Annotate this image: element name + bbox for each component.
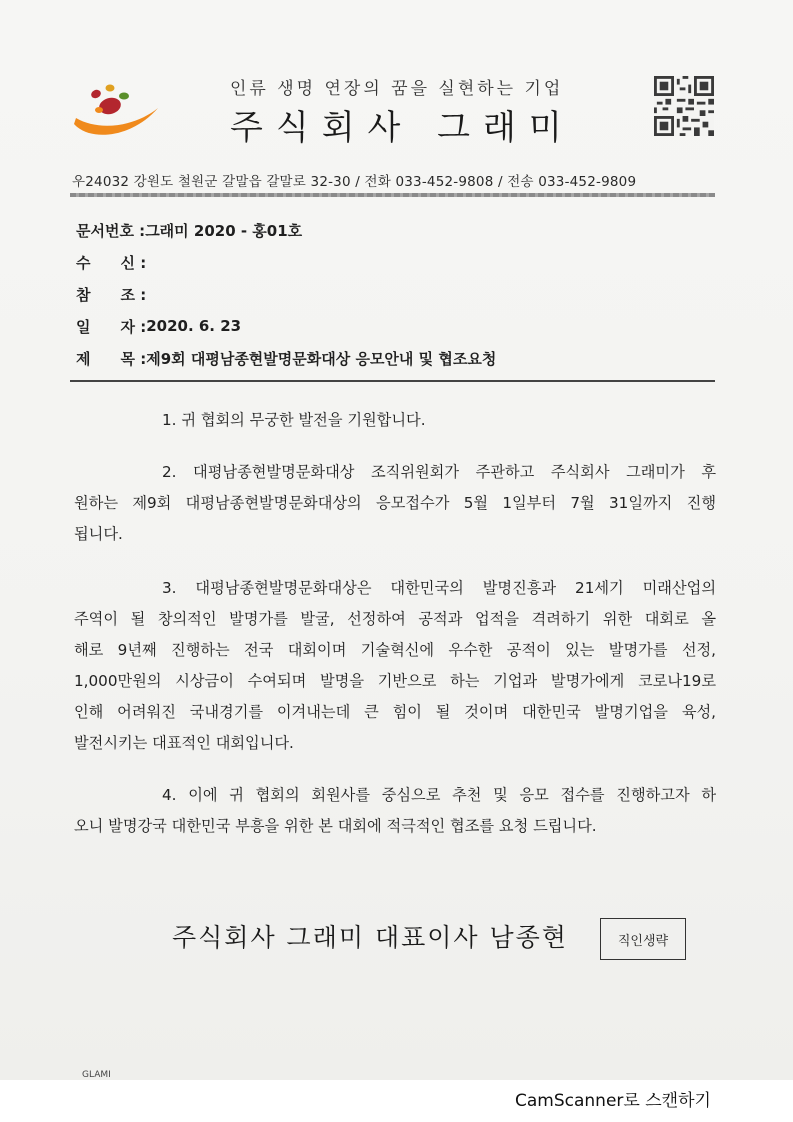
reference-label: 참 조 :	[76, 285, 147, 304]
footer-code: GLAMI	[82, 1070, 111, 1080]
document-subject: 제9회 대평남종현발명문화대상 응모안내 및 협조요청	[146, 349, 497, 368]
meta-divider	[70, 380, 715, 382]
seal-omitted-label: 직인생략	[617, 933, 669, 949]
paragraph-1	[74, 405, 716, 436]
paragraph-3-line: 3. 대평남종현발명문화대상은 대한민국의 발명진흥과 21세기 미래산업의	[162, 579, 716, 597]
company-address: 우24032 강원도 철원군 갈말읍 갈말로 32-30 / 전화 033-452-9808 / 전송 033-452-9809	[72, 174, 637, 190]
paragraph-2-line: 원하는 제9회 대평남종현발명문화대상의 응모접수가 5월 1일부터 7월 31일까지 진행	[74, 494, 716, 512]
company-name: 주식회사 그래미	[230, 108, 575, 148]
paragraph-3-line: 인해 어려워진 국내경기를 이겨내는데 큰 힘이 될 것이며 대한민국 발명기업을 육성,	[74, 703, 716, 721]
recipient-row	[76, 246, 496, 278]
company-logo	[70, 72, 160, 142]
doc-number: 그래미 2020 - 홍01호	[145, 221, 303, 240]
date-label: 일 자 :	[76, 317, 147, 336]
company-slogan: 인류 생명 연장의 꿈을 실현하는 기업	[230, 79, 564, 99]
date-row	[76, 310, 496, 342]
qr-code-icon	[654, 76, 714, 136]
document-meta	[76, 214, 496, 374]
paragraph-2-line: 2. 대평남종현발명문화대상 조직위원회가 주관하고 주식회사 그래미가 후	[162, 463, 716, 481]
paragraph-3-line: 해로 9년째 진행하는 전국 대회이며 기술혁신에 우수한 공적이 있는 발명가를 선정,	[74, 641, 716, 659]
paragraph-3-line: 1,000만원의 시상금이 수여되며 발명을 기반으로 하는 기업과 발명가에게 코로나19로	[74, 672, 716, 690]
paragraph-4	[74, 780, 716, 842]
paragraph-3-line: 주역이 될 창의적인 발명가를 발굴, 선정하여 공적과 업적을 격려하기 위한 대회로 올	[74, 610, 716, 628]
header-divider	[70, 193, 715, 197]
paragraph-4-line: 4. 이에 귀 협회의 회원사를 중심으로 추천 및 응모 접수를 진행하고자 하	[162, 786, 716, 804]
paragraph-2	[74, 457, 716, 550]
subject-row	[76, 342, 496, 374]
seal-omitted-box	[600, 918, 686, 960]
subject-label: 제 목 :	[76, 349, 147, 368]
doc-number-label: 문서번호 :	[76, 221, 146, 240]
paragraph-2-line: 됩니다.	[74, 525, 123, 543]
paragraph-1-line: 1. 귀 협회의 무궁한 발전을 기원합니다.	[162, 411, 426, 429]
document-date: 2020. 6. 23	[146, 317, 242, 335]
paragraph-3	[74, 573, 716, 759]
paragraph-3-line: 발전시키는 대표적인 대회입니다.	[74, 734, 294, 752]
reference-row	[76, 278, 496, 310]
camscanner-watermark: CamScanner로 스캔하기	[515, 1091, 711, 1111]
recipient-label: 수 신 :	[76, 253, 147, 272]
signature-line: 주식회사 그래미 대표이사 남종현	[172, 923, 568, 952]
doc-number-row	[76, 214, 496, 246]
paragraph-4-line: 오니 발명강국 대한민국 부흥을 위한 본 대회에 적극적인 협조를 요청 드립니다.	[74, 817, 597, 835]
